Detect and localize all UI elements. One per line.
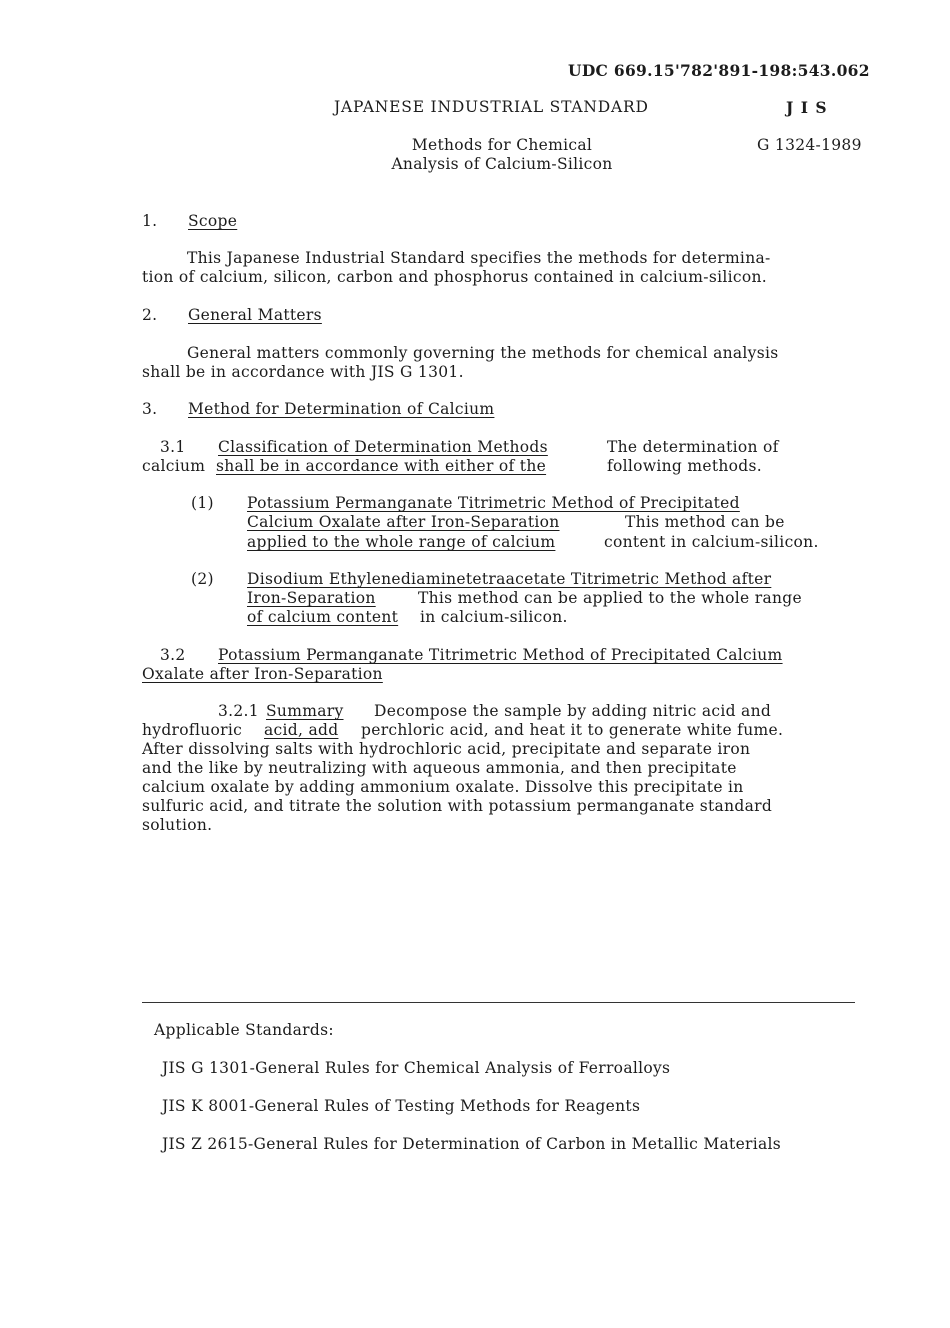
item-1-text-line-3: content in calcium-silicon. <box>604 533 819 551</box>
item-2-heading-line-1: Disodium Ethylenediaminetetraacetate Titrimetric Method after <box>247 570 772 588</box>
section-3-1-text-a: The determination of <box>607 438 779 456</box>
item-1-heading-line-1: Potassium Permanganate Titrimetric Method of Precipitated <box>247 494 740 512</box>
section-1-number: 1. <box>142 212 158 230</box>
item-2-text-line-2: This method can be applied to the whole range <box>418 589 802 607</box>
section-1-line-2: tion of calcium, silicon, carbon and phosphorus contained in calcium-silicon. <box>142 268 767 286</box>
standard-ref-1: JIS G 1301-General Rules for Chemical Analysis of Ferroalloys <box>162 1059 671 1077</box>
standard-ref-2: JIS K 8001-General Rules of Testing Methods for Reagents <box>162 1097 641 1115</box>
section-2-line-1: General matters commonly governing the methods for chemical analysis <box>187 344 779 362</box>
doc-title-line-1: Methods for Chemical <box>411 136 593 154</box>
section-3-2-1-heading: Summary <box>266 702 344 720</box>
section-3-2-1-line2-underlined: acid, add <box>264 721 339 739</box>
item-2-text-line-3: in calcium-silicon. <box>420 608 568 626</box>
item-1-heading-line-3: applied to the whole range of calcium <box>247 533 556 551</box>
item-1-text-line-2: This method can be <box>625 513 785 531</box>
jis-mark: J I S <box>786 98 828 117</box>
section-3-2-number: 3.2 <box>160 646 186 664</box>
section-3-2-1-line2-b: perchloric acid, and heat it to generate white fume. <box>361 721 784 739</box>
section-2-body <box>142 344 862 382</box>
section-3-2-1-line-3: After dissolving salts with hydrochloric acid, precipitate and separate iron <box>142 740 751 758</box>
standard-number: G 1324-1989 <box>757 136 862 154</box>
section-3-2-1-line-5: calcium oxalate by adding ammonium oxalate. Dissolve this precipitate in <box>142 778 744 796</box>
section-2-line-2: shall be in accordance with JIS G 1301. <box>142 363 464 381</box>
section-3-1-heading-cont: shall be in accordance with either of the <box>216 457 547 475</box>
section-3-1-line2-prefix: calcium <box>142 457 206 475</box>
item-1-heading-line-2: Calcium Oxalate after Iron-Separation <box>247 513 560 531</box>
section-3-2-1-line2-a: hydrofluoric <box>142 721 243 739</box>
section-1-body <box>142 249 862 287</box>
section-3-2-1-line-4: and the like by neutralizing with aqueous ammonia, and then precipitate <box>142 759 737 777</box>
footer-divider <box>142 1002 855 1003</box>
section-3-2-1-number: 3.2.1 <box>218 702 259 720</box>
section-3-2-1-line-6: sulfuric acid, and titrate the solution with potassium permanganate standard <box>142 797 773 815</box>
section-3-2-heading-line-2: Oxalate after Iron-Separation <box>142 665 383 683</box>
section-3-number: 3. <box>142 400 158 418</box>
standard-ref-3: JIS Z 2615-General Rules for Determination of Carbon in Metallic Materials <box>162 1135 782 1153</box>
section-3-1-number: 3.1 <box>160 438 186 456</box>
section-2-number: 2. <box>142 306 158 324</box>
item-2-heading-line-2: Iron-Separation <box>247 589 376 607</box>
item-2-heading-line-3: of calcium content <box>247 608 399 626</box>
section-1-heading: Scope <box>188 212 238 230</box>
item-2-number: (2) <box>191 570 214 588</box>
section-1-line-1: This Japanese Industrial Standard specifies the methods for determina- <box>187 249 771 267</box>
applicable-standards-heading: Applicable Standards: <box>154 1021 334 1039</box>
standard-org: JAPANESE INDUSTRIAL STANDARD <box>334 98 649 116</box>
section-2-heading: General Matters <box>188 306 322 324</box>
section-3-1-heading: Classification of Determination Methods <box>218 438 548 456</box>
udc-code: UDC 669.15'782'891-198:543.062 <box>568 61 870 80</box>
item-1-number: (1) <box>191 494 214 512</box>
section-3-2-heading-line-1: Potassium Permanganate Titrimetric Method of Precipitated Calcium <box>218 646 783 664</box>
section-3-2-1-line-7: solution. <box>142 816 213 834</box>
section-3-1-text-b: following methods. <box>607 457 762 475</box>
doc-title-line-2: Analysis of Calcium-Silicon <box>391 155 613 173</box>
section-3-2-1-first-line: Decompose the sample by adding nitric acid and <box>374 702 772 720</box>
section-3-2-1-body <box>142 740 862 835</box>
section-3-heading: Method for Determination of Calcium <box>188 400 495 418</box>
